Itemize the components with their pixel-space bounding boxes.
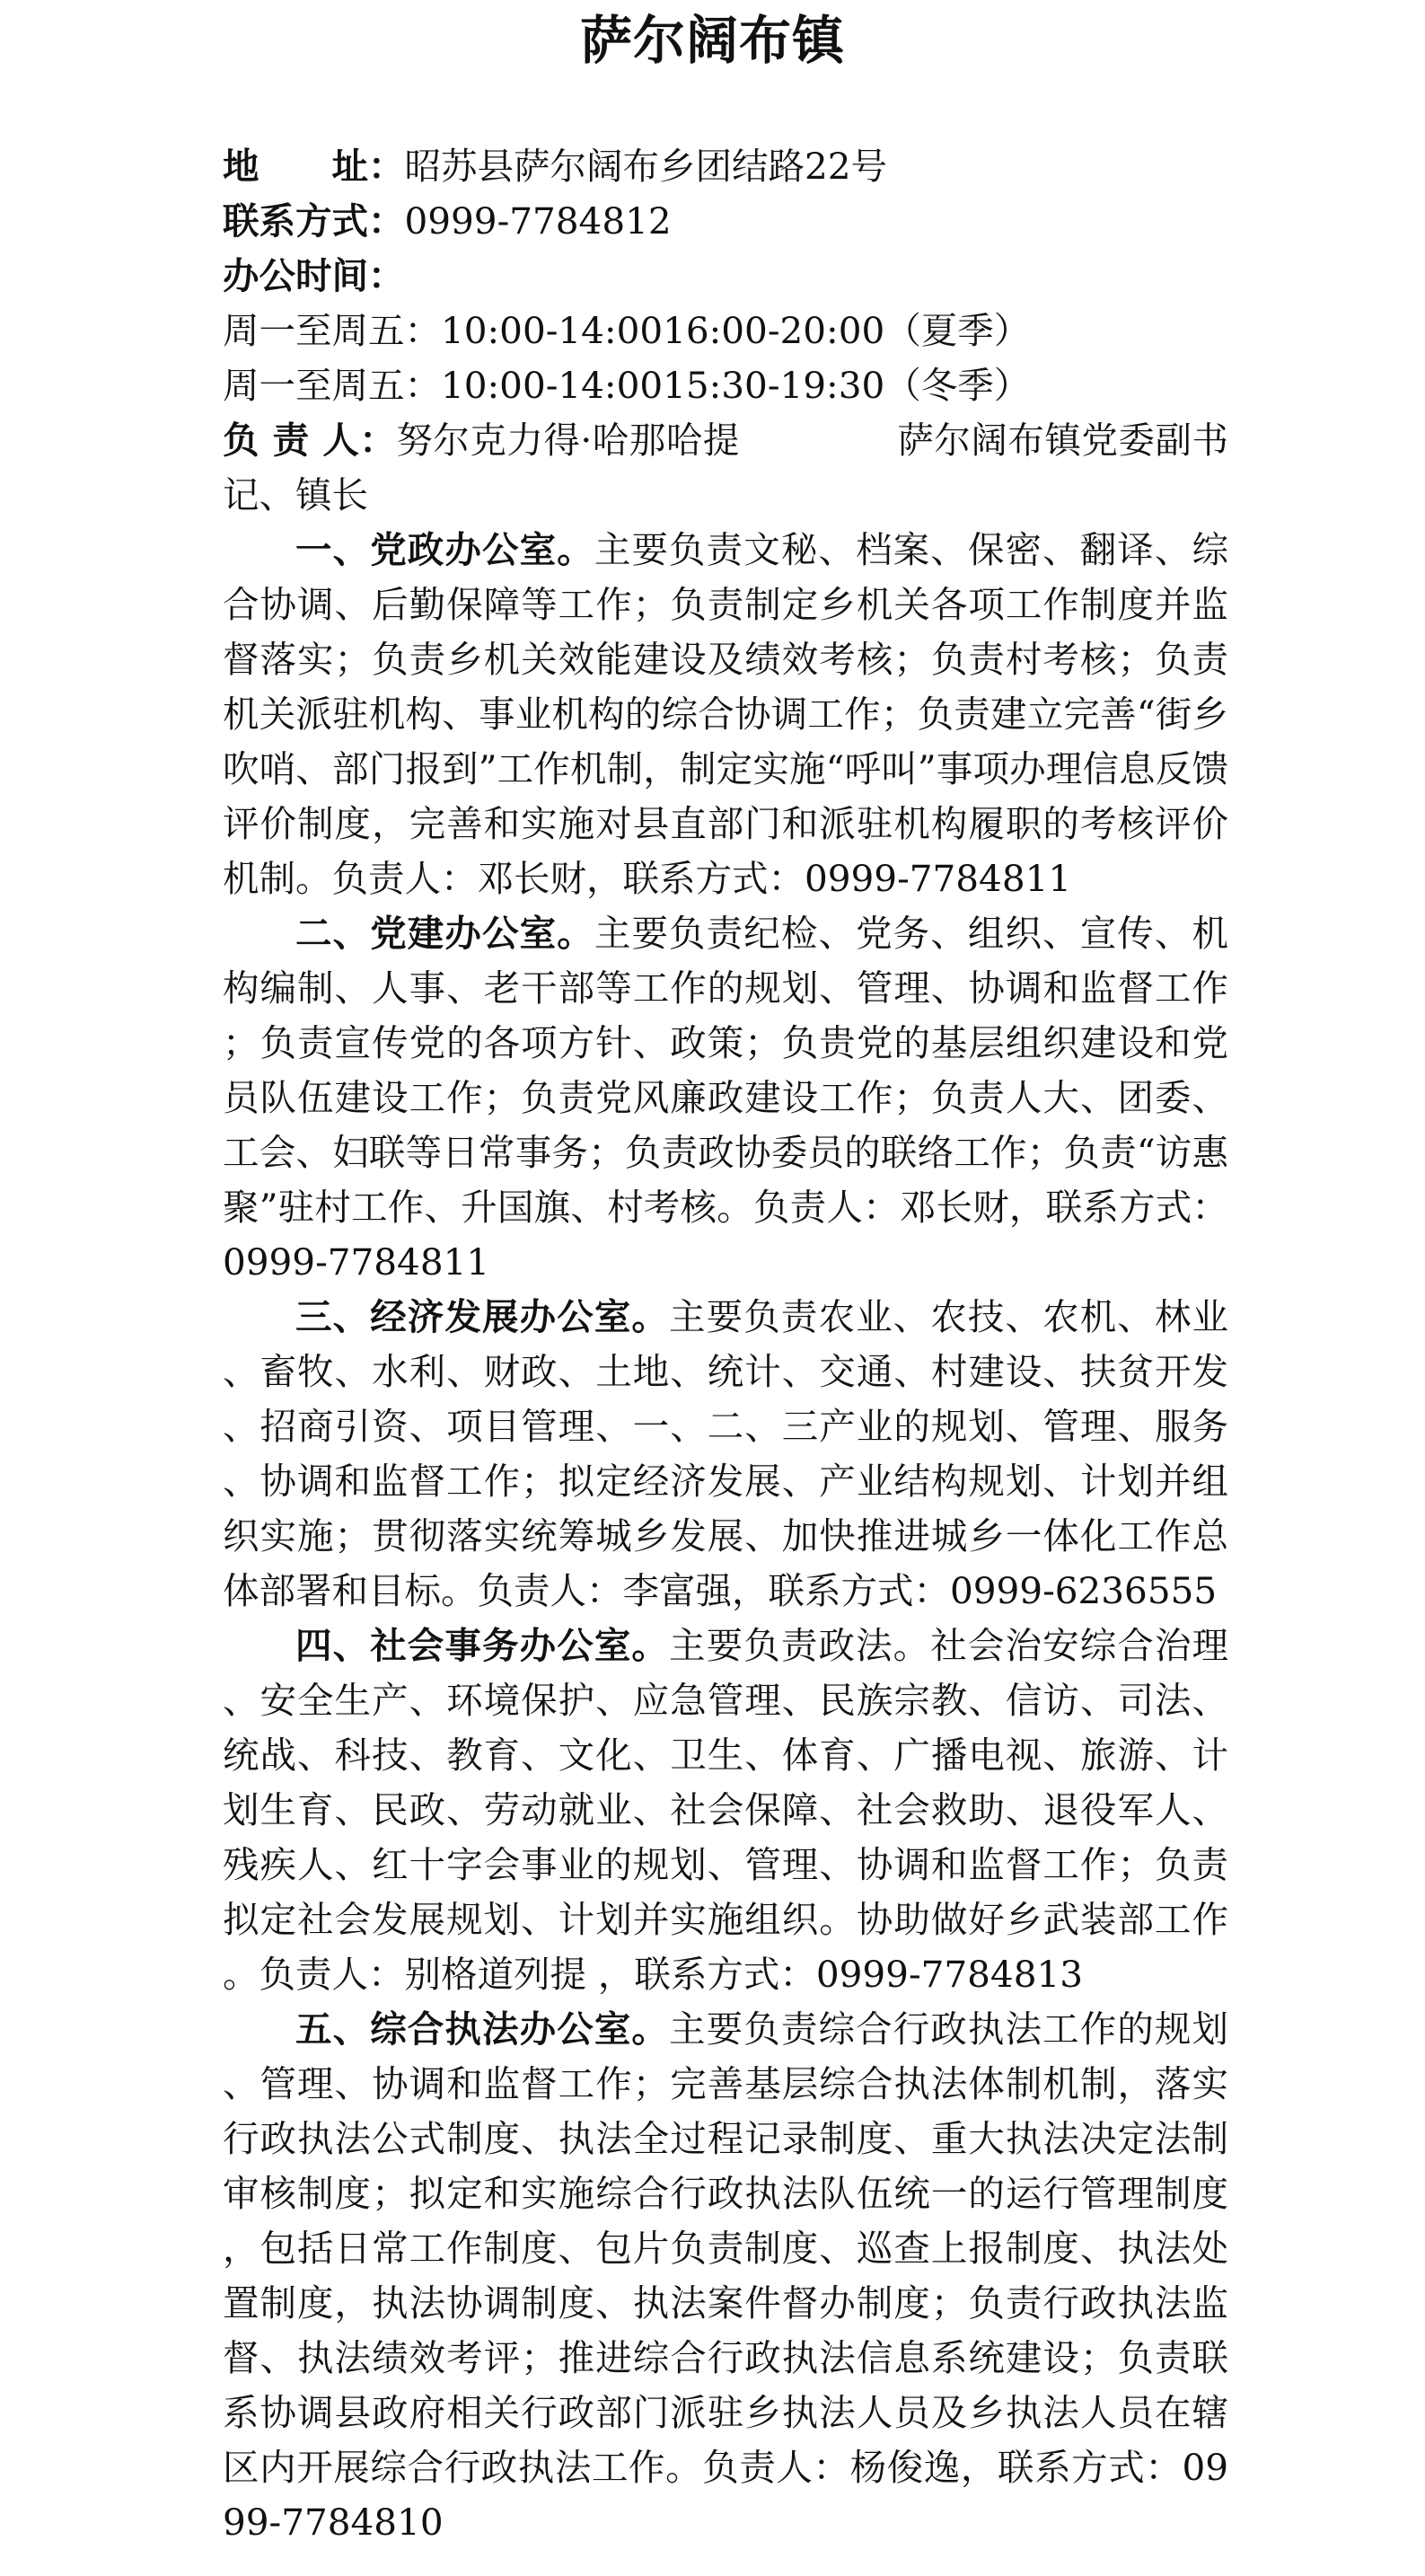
hours-label: 办公时间： xyxy=(223,254,405,297)
winter-label: 周一至周五： xyxy=(223,364,441,407)
page-title: 萨尔阔布镇 xyxy=(579,10,845,71)
contact-line xyxy=(223,194,1228,249)
office-description: 主要负责综合行政执法工作的规划、管理、协调和监督工作；完善基层综合执法体制机制，落实行政执法公式制度、执法全过程记录制度、重大执法决定法制审核制度；拟定和实施综合行政执法队伍统一的运行管理制度，包括日常工作制度、包片负责制度、巡查上报制度、执法处置制度，执法协调制度、执法案件督办制度；负责行政执法监督、执法绩效考评；推进综合行政执法信息系统建设；负责联系协调县政府相关行政部门派驻乡执法人员及乡执法人员在辖区内开展综合行政执法工作。负责人：杨俊逸，联系方式：0999-7784810 xyxy=(223,2007,1229,2544)
office-description: 主要负责政法。社会治安综合治理、安全生产、环境保护、应急管理、民族宗教、信访、司法、统战、科技、教育、文化、卫生、体育、广播电视、旅游、计划生育、民政、劳动就业、社会保障、社会救助、退役军人、残疾人、红十字会事业的规划、管理、协调和监督工作；负责拟定社会发展规划、计划并实施组织。协助做好乡武装部工作。负责人：别格道列提 ，联系方式：0999-7784813 xyxy=(223,1624,1229,1996)
summer-hours: 10:00-14:0016:00-20:00（夏季） xyxy=(441,309,1031,352)
leader-title: 萨尔阔布镇党委副书记、镇长 xyxy=(223,419,1229,516)
office-section xyxy=(223,906,1228,1290)
office-description: 主要负责农业、农技、农机、林业、畜牧、水利、财政、土地、统计、交通、村建设、扶贫开发、招商引资、项目管理、一、二、三产业的规划、管理、服务、协调和监督工作；拟定经济发展、产业结构规划、计划并组织实施；贯彻落实统筹城乡发展、加快推进城乡一体化工作总体部署和目标。负责人：李富强，联系方式：0999-6236555 xyxy=(223,1295,1229,1612)
office-heading: 五、综合执法办公室。 xyxy=(295,2007,670,2051)
address-value: 昭苏县萨尔阔布乡团结路22号 xyxy=(404,145,888,188)
leader-line xyxy=(223,413,1228,523)
office-heading: 四、社会事务办公室。 xyxy=(295,1624,670,1667)
address-line xyxy=(223,139,1228,194)
office-heading: 一、党政办公室。 xyxy=(295,528,594,571)
leader-label: 负 责 人： xyxy=(223,419,397,462)
contact-value: 0999-7784812 xyxy=(404,199,672,243)
winter-hours-line xyxy=(223,358,1228,413)
document-body xyxy=(223,139,1228,2550)
contact-label: 联系方式： xyxy=(223,199,405,243)
hours-line xyxy=(223,249,1228,304)
office-section xyxy=(223,2002,1228,2550)
office-section xyxy=(223,1290,1228,1619)
address-label: 地 址： xyxy=(223,145,405,188)
winter-hours: 10:00-14:0015:30-19:30（冬季） xyxy=(441,364,1031,407)
office-heading: 二、党建办公室。 xyxy=(295,912,594,955)
summer-hours-line xyxy=(223,304,1228,358)
office-heading: 三、经济发展办公室。 xyxy=(295,1295,670,1338)
summer-label: 周一至周五： xyxy=(223,309,441,352)
office-section xyxy=(223,523,1228,906)
office-description: 主要负责文秘、档案、保密、翻译、综合协调、后勤保障等工作；负责制定乡机关各项工作制度并监督落实；负责乡机关效能建设及绩效考核；负责村考核；负责机关派驻机构、事业机构的综合协调工作；负责建立完善“街乡吹哨、部门报到”工作机制，制定实施“呼叫”事项办理信息反馈评价制度，完善和实施对县直部门和派驻机构履职的考核评价机制。负责人：邓长财，联系方式：0999-7784811 xyxy=(223,528,1229,900)
office-description: 主要负责纪检、党务、组织、宣传、机构编制、人事、老干部等工作的规划、管理、协调和监督工作；负责宣传党的各项方针、政策；负贵党的基层组织建设和党员队伍建设工作；负责党风廉政建设工作；负责人大、团委、工会、妇联等日常事务；负责政协委员的联络工作；负责“访惠聚”驻村工作、升国旗、村考核。负责人：邓长财，联系方式：0999-7784811 xyxy=(223,912,1229,1284)
leader-name: 努尔克力得·哈那哈提 xyxy=(396,419,740,462)
office-section xyxy=(223,1619,1228,2002)
